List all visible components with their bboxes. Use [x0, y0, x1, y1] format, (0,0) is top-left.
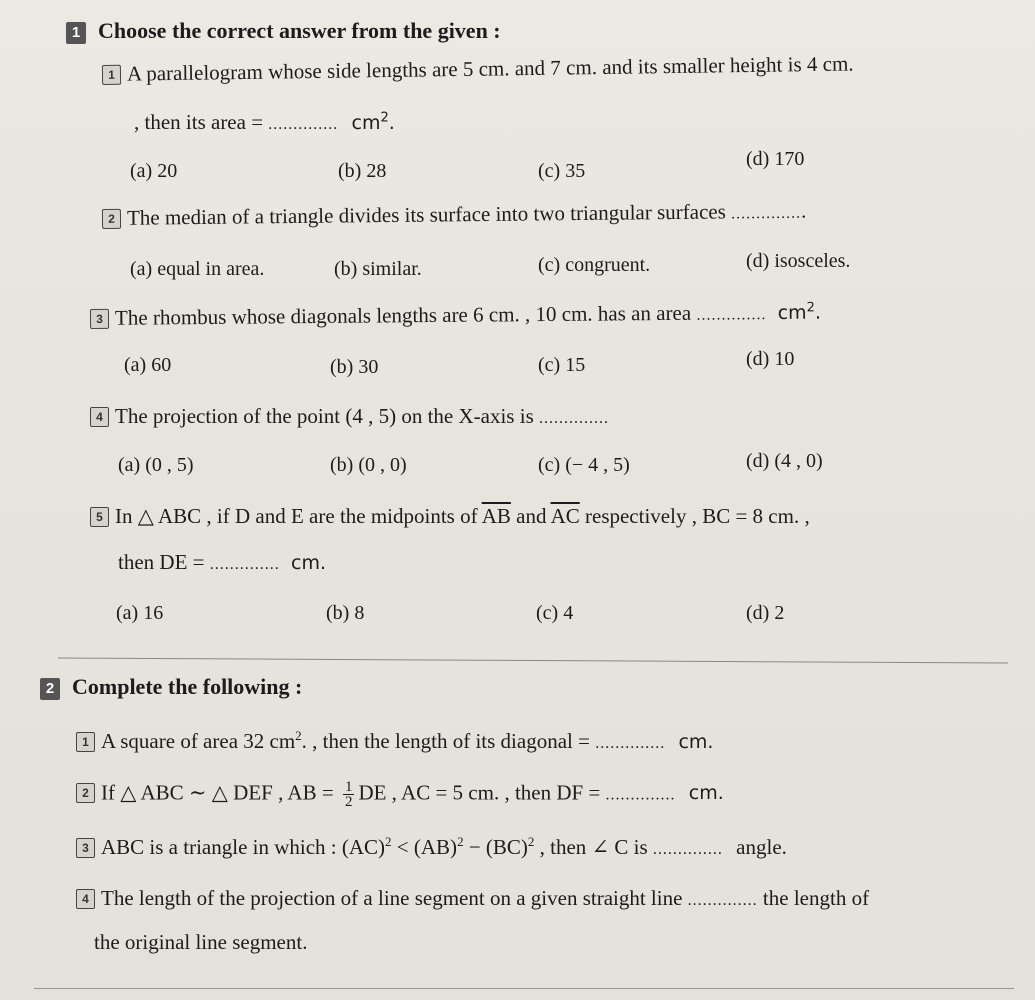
option-c[interactable]: (c) 15 — [538, 354, 586, 376]
option-d[interactable]: (d) 170 — [746, 148, 805, 170]
exponent: 2 — [385, 834, 392, 849]
option-c[interactable]: (c) 35 — [538, 160, 586, 182]
section-badge: 1 — [66, 22, 86, 44]
question-number: 4 — [90, 407, 109, 427]
page-bottom-rule — [34, 988, 1014, 989]
section-title: Complete the following : — [72, 674, 303, 699]
segment-ac: $\overline{AC}$ — [550, 504, 580, 528]
unit: angle. — [736, 835, 787, 859]
option-a[interactable]: (a) 60 — [124, 354, 172, 376]
fraction — [343, 780, 355, 809]
answer-blank: .............. — [687, 892, 758, 909]
option-a[interactable]: (a) 16 — [116, 602, 164, 624]
period: . — [800, 198, 807, 223]
question-text: A parallelogram whose side lengths are 5 cm. and 7 cm. and its smaller height is 4 cm. — [126, 51, 854, 86]
complete-item-4 — [76, 886, 869, 911]
segment-ab: $\overline{AB}$ — [481, 504, 511, 528]
complete-item-2 — [76, 780, 724, 809]
option-d[interactable]: (d) 10 — [746, 348, 795, 370]
question-text: . , then the length of its diagonal = — [301, 729, 596, 753]
answer-blank: .............. — [539, 410, 609, 427]
option-b[interactable]: (b) 30 — [330, 356, 379, 378]
unit: $cm^2$. — [351, 110, 395, 134]
option-a[interactable]: (a) (0 , 5) — [118, 454, 194, 476]
question-number: 1 — [76, 732, 95, 752]
section-divider — [58, 658, 1008, 664]
question-text: and — [516, 504, 547, 528]
question-text: − (BC) — [463, 835, 528, 859]
question-number: 1 — [102, 65, 121, 85]
question-number: 2 — [102, 209, 121, 229]
question-number: 3 — [76, 838, 95, 858]
answer-blank: .............. — [652, 841, 723, 858]
question-text: If △ ABC ∼ △ DEF , AB = — [101, 780, 339, 805]
question-number: 5 — [90, 507, 109, 527]
question-text: < (AB) — [391, 835, 458, 859]
question-text: then DE = — [118, 550, 210, 574]
option-b[interactable]: (b) 8 — [326, 602, 365, 624]
question-text: The length of the projection of a line segment on a given straight line — [101, 886, 683, 910]
question-number: 4 — [76, 889, 95, 909]
question-text: A square of area 32 cm — [101, 729, 296, 753]
option-d[interactable]: (d) isosceles. — [746, 250, 851, 272]
answer-blank: .............. — [268, 116, 339, 133]
fraction-numerator: 1 — [344, 779, 353, 795]
question-number: 2 — [76, 783, 95, 803]
unit: cm. — [688, 782, 724, 805]
exponent: 2 — [457, 834, 464, 849]
answer-blank: .............. — [731, 204, 802, 223]
question-text: ABC is a triangle in which : (AC) — [101, 835, 386, 859]
question-1-line2 — [134, 110, 395, 135]
section-title: Choose the correct answer from the given : — [98, 18, 501, 43]
option-d[interactable]: (d) 2 — [746, 602, 785, 624]
option-c[interactable]: (c) congruent. — [538, 254, 651, 276]
answer-blank: .............. — [605, 786, 676, 804]
option-c[interactable]: (c) (− 4 , 5) — [538, 454, 630, 476]
exponent: 2 — [295, 728, 302, 743]
question-text: The median of a triangle divides its surface into two triangular surfaces — [126, 199, 726, 230]
question-text: DE , AC = 5 cm. , then DF = — [358, 780, 606, 805]
question-text: the length of — [762, 886, 870, 910]
question-5-line1 — [90, 504, 810, 529]
question-5-line2 — [118, 550, 326, 575]
option-a[interactable]: (a) equal in area. — [130, 258, 265, 280]
fraction-denominator: 2 — [344, 794, 353, 810]
question-text: , then its area = — [134, 110, 269, 134]
unit: cm. — [678, 731, 714, 753]
question-3-line1 — [90, 300, 821, 331]
question-text: The rhombus whose diagonals lengths are 6 cm. , 10 cm. has an area — [114, 300, 692, 330]
question-4-line1 — [90, 404, 609, 429]
option-a[interactable]: (a) 20 — [130, 160, 178, 182]
unit: $cm^2$. — [777, 300, 822, 324]
option-b[interactable]: (b) similar. — [334, 258, 422, 280]
section-badge: 2 — [40, 678, 60, 700]
question-2-line1 — [102, 199, 807, 231]
complete-item-1 — [76, 728, 713, 754]
option-b[interactable]: (b) (0 , 0) — [330, 454, 407, 476]
question-1-line1 — [102, 52, 854, 87]
complete-item-4-line2: the original line segment. — [94, 930, 308, 954]
answer-blank: .............. — [209, 556, 280, 573]
exponent: 2 — [527, 834, 535, 849]
question-text: The projection of the point (4 , 5) on the X-axis is — [115, 404, 534, 428]
unit: cm. — [291, 552, 326, 574]
question-number: 3 — [90, 309, 109, 329]
answer-blank: .............. — [595, 735, 666, 752]
question-text: , then ∠ C is — [534, 835, 653, 859]
complete-item-3 — [76, 834, 787, 860]
question-text: respectively , BC = 8 cm. , — [585, 504, 810, 528]
answer-blank: .............. — [696, 306, 767, 324]
option-c[interactable]: (c) 4 — [536, 602, 574, 624]
option-b[interactable]: (b) 28 — [338, 160, 387, 182]
option-d[interactable]: (d) (4 , 0) — [746, 450, 823, 472]
question-text: In △ ABC , if D and E are the midpoints of — [115, 504, 478, 528]
